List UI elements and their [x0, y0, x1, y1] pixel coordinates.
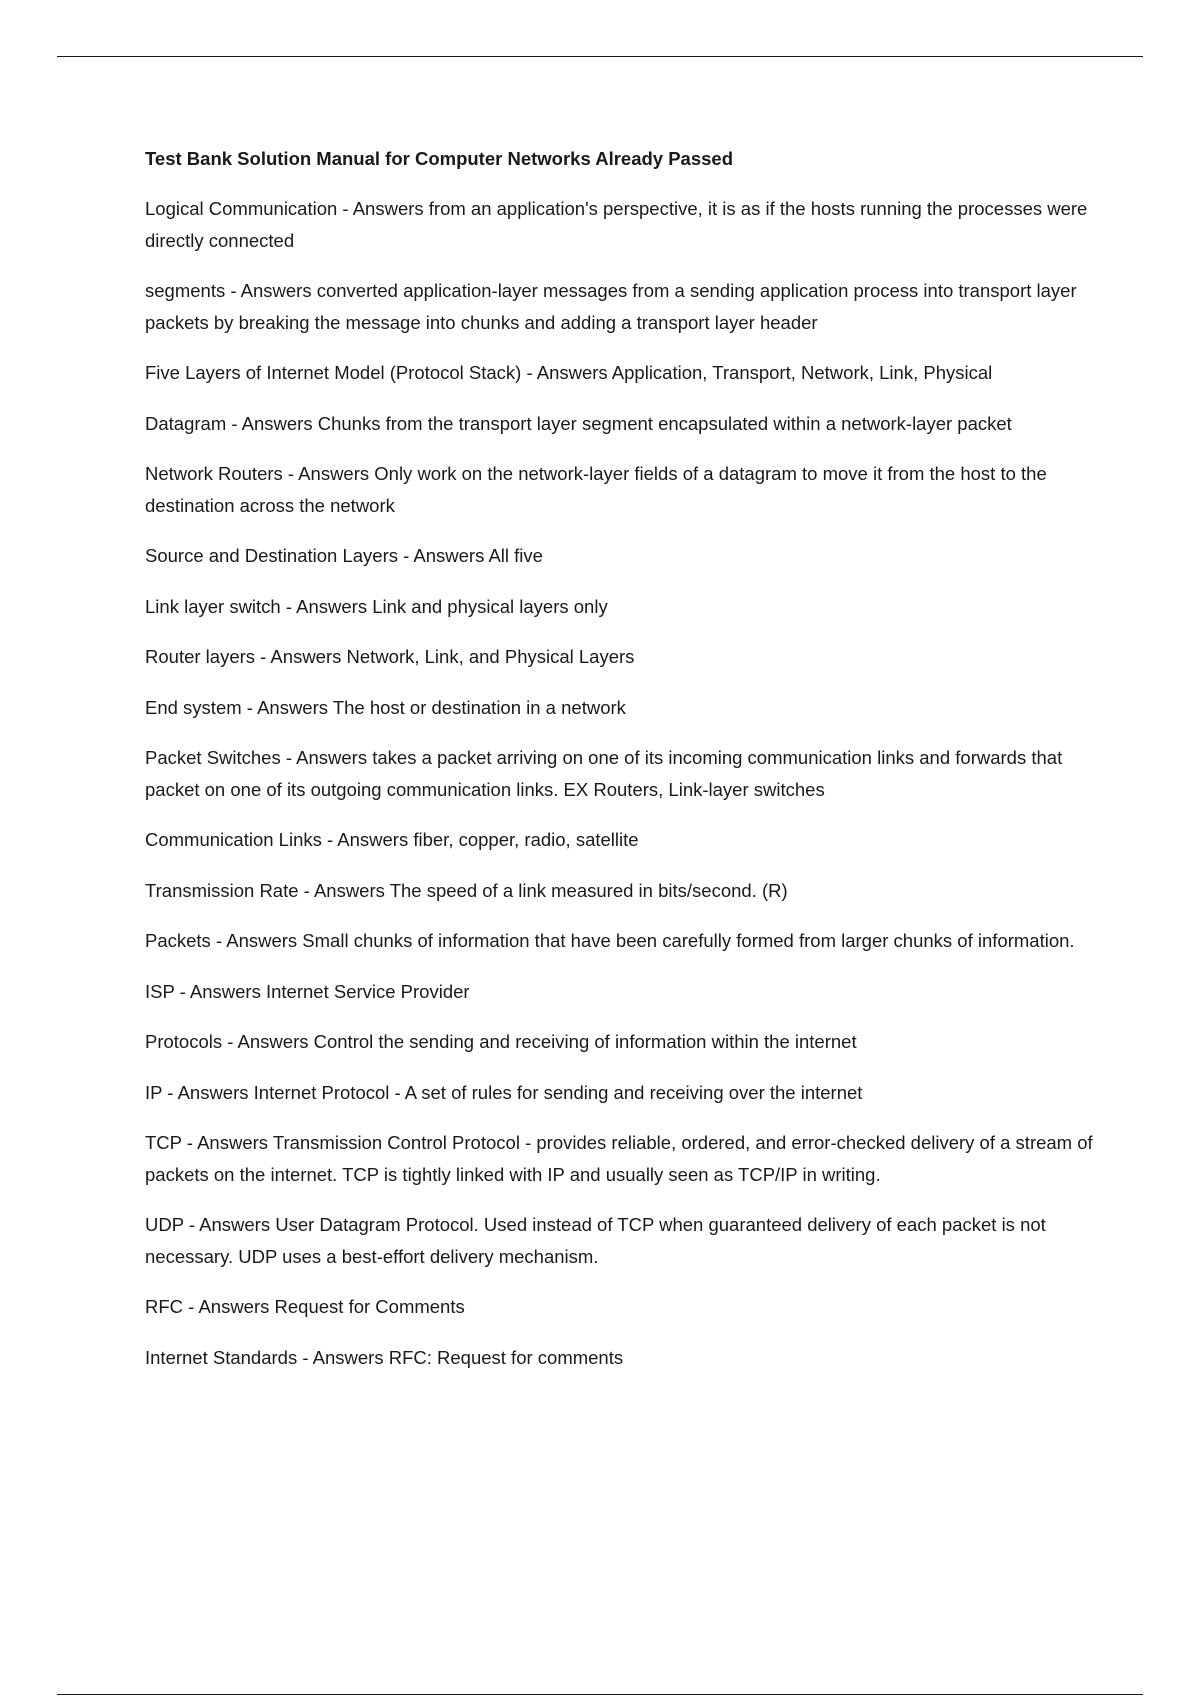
qa-entry: Network Routers - Answers Only work on the network-layer fields of a datagram to move it from the host to the destination across the network — [145, 463, 1047, 516]
qa-entry: Internet Standards - Answers RFC: Request for comments — [145, 1346, 624, 1368]
document-body — [145, 144, 1095, 1392]
qa-entry: Protocols - Answers Control the sending and receiving of information within the internet — [145, 1031, 857, 1052]
header-rule — [57, 56, 1143, 57]
qa-entry: Router layers - Answers Network, Link, and Physical Layers — [145, 646, 635, 667]
qa-entry: IP - Answers Internet Protocol - A set of rules for sending and receiving over the internet — [145, 1081, 863, 1103]
qa-entry: Five Layers of Internet Model (Protocol Stack) - Answers Application, Transport, Network, Link, Physical — [145, 362, 993, 383]
qa-entry: RFC - Answers Request for Comments — [145, 1296, 465, 1317]
qa-entry: Source and Destination Layers - Answers All five — [145, 545, 543, 566]
qa-entry: Link layer switch - Answers Link and physical layers only — [145, 595, 608, 617]
qa-entry: Transmission Rate - Answers The speed of a link measured in bits/second. (R) — [145, 879, 788, 901]
qa-entry: Packet Switches - Answers takes a packet arriving on one of its incoming communication links and forwards that packet on one of its outgoing communication links. EX Routers, Link-layer switches — [145, 747, 1063, 800]
qa-entry: Communication Links - Answers fiber, copper, radio, satellite — [145, 829, 639, 850]
qa-entry: Packets - Answers Small chunks of information that have been carefully formed from larger chunks of information. — [145, 930, 1075, 951]
qa-entry: Logical Communication - Answers from an application's perspective, it is as if the hosts running the processes were directly connected — [145, 198, 1088, 251]
footer-rule — [57, 1694, 1143, 1695]
qa-entry: ISP - Answers Internet Service Provider — [145, 980, 470, 1002]
qa-list — [145, 193, 1095, 1373]
qa-entry: Datagram - Answers Chunks from the transport layer segment encapsulated within a network-layer packet — [145, 412, 1012, 434]
qa-entry: End system - Answers The host or destination in a network — [145, 696, 626, 718]
qa-entry: segments - Answers converted application-layer messages from a sending application process into transport layer packets by breaking the message into chunks and adding a transport layer header — [145, 280, 1077, 333]
qa-entry: TCP - Answers Transmission Control Protocol - provides reliable, ordered, and error-checked delivery of a stream of packets on the internet. TCP is tightly linked with IP and usually seen as TCP/IP in writing. — [145, 1132, 1093, 1185]
qa-entry: UDP - Answers User Datagram Protocol. Used instead of TCP when guaranteed delivery of each packet is not necessary. UDP uses a best-effort delivery mechanism. — [145, 1214, 1046, 1267]
document-title: Test Bank Solution Manual for Computer Networks Already Passed — [145, 148, 734, 169]
